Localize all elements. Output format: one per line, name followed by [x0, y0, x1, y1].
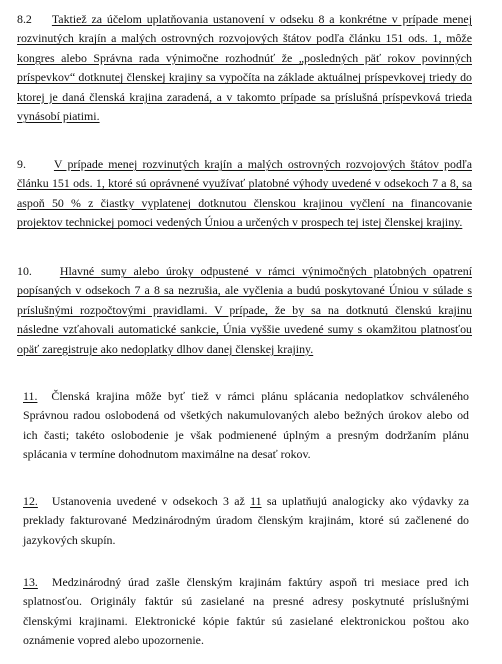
paragraph-text-after: sa uplatňujú analogicky ako výdavky za preklady fakturované Medzinárodným úradom členským krajinám, ktoré sú začlenené do jazykových skupín. — [23, 494, 469, 547]
paragraph-13 — [23, 573, 469, 651]
paragraph-text-before: Ustanovenia uvedené v odsekoch 3 až — [51, 494, 251, 508]
paragraph-9 — [17, 155, 472, 233]
paragraph-number: 10. — [17, 264, 32, 278]
paragraph-number: 9. — [17, 157, 26, 171]
paragraph-text: Taktiež za účelom uplatňovania ustanovení v odseku 8 a konkrétne v prípade menej rozvinutých krajín a malých ostrovných rozvojových štátov podľa článku 151 ods. 1, môže kongres alebo Správna rada výnimočne rozhodnúť že „posledných päť rokov povinných príspevkov“ dotknutej členskej krajiny sa vypočíta na základe aktuálnej príspevkovej triedy do ktorej je daná členská krajina zaradená, a v takomto prípade sa príslušná príspevková trieda vynásobí piatimi. — [17, 12, 472, 124]
paragraph-12 — [23, 492, 469, 550]
paragraph-11 — [23, 387, 469, 465]
paragraph-text: Medzinárodný úrad zašle členským krajinám faktúry aspoň tri mesiace pred ich splatnosťou. Originály faktúr sú zasielané na presné adresy poskytnuté príslušnými členskými krajinami. Elektronické kópie faktúr sú zasielané elektronickou poštou ako oznámenie vopred alebo upozornenie. — [23, 575, 469, 648]
paragraph-text: V prípade menej rozvinutých krajín a malých ostrovných rozvojových štátov podľa článku 151 ods. 1, ktoré sú oprávnené využívať platobné výhody uvedené v odsekoch 7 a 8, sa aspoň 50 % z čiastky vyplatenej dotknutou členskou krajinou vyčlení na financovanie projektov technickej pomoci vedených Úniou a určených v prospech tej istej členskej krajiny. — [17, 157, 472, 230]
paragraph-number: 8.2 — [17, 12, 32, 26]
paragraph-10 — [17, 262, 472, 359]
paragraph-number: 12. — [23, 494, 38, 508]
paragraph-text: Členská krajina môže byť tiež v rámci plánu splácania nedoplatkov schváleného Správnou radou oslobodená od všetkých nakumulovaných alebo bežných úrokov alebo od ich časti; takéto oslobodenie je však podmienené úplným a presným dodržaním plánu splácania v termíne dohodnutom maximálne na desať rokov. — [23, 389, 469, 462]
paragraph-8-2 — [17, 10, 472, 126]
paragraph-reference-link[interactable]: 11 — [250, 494, 262, 508]
paragraph-number: 13. — [23, 575, 38, 589]
paragraph-text: Hlavné sumy alebo úroky odpustené v rámci výnimočných platobných opatrení popísaných v odsekoch 7 a 8 sa nezrušia, ale vyčlenia a budú poskytované Úniou v súlade s príslušnými rozpočtovými pravidlami. V prípade, že by sa na dotknutú členskú krajinu následne vzťahovali automatické sankcie, Únia vyššie uvedené sumy s okamžitou platnosťou opäť zaregistruje ako nedoplatky dlhov danej členskej krajiny. — [17, 264, 472, 356]
paragraph-number: 11. — [23, 389, 38, 403]
